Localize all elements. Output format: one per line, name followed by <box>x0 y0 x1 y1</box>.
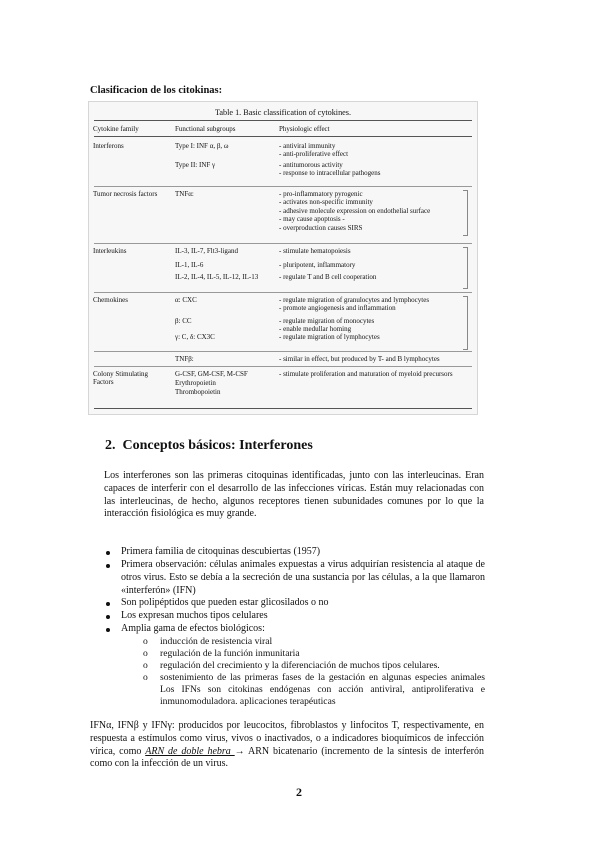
table-effect-cell: - adhesive molecule expression on endothelial surface <box>279 206 431 215</box>
table-effect-cell: - pluripotent, inflammatory <box>279 261 356 269</box>
page-number: 2 <box>296 785 302 799</box>
sub-bullet-marker: o <box>143 648 148 659</box>
sub-bullet-item: sostenimiento de las primeras fases de la gestación en algunas especies animales Los IFNs son citokinas endógenas con acción antiviral, antiproliferativa e inmunomoduladora. aplicaciones terapéuticas <box>160 672 485 708</box>
section-title <box>105 438 313 454</box>
sub-bullet-marker: o <box>143 636 148 647</box>
table-subgroup-cell: IL-3, IL-7, Flt3-ligand <box>175 247 238 255</box>
table-effect-cell: - regulate migration of granulocytes and lymphocytes <box>279 296 430 304</box>
bullet-dot-icon <box>106 564 110 568</box>
table-subgroup-cell: TNFα: <box>175 190 194 198</box>
table-effect-cell: - promote angiogenesis and inflammation <box>279 304 396 313</box>
table-effect-cell: - similar in effect, but produced by T- and B lymphocytes <box>279 355 440 363</box>
table-header-cell: Functional subgroups <box>175 125 236 133</box>
bullet-dot-icon <box>106 602 110 606</box>
table-title: Table 1. Basic classification of cytokines. <box>214 108 352 117</box>
table-effect-cell: - stimulate proliferation and maturation of myeloid precursors <box>279 370 453 378</box>
intro-paragraph: Los interferones son las primeras citoquinas identificadas, junto con las interleucinas. Eran capaces de interferir con el desarrollo de las infecciones víricas. Están muy relacionadas con las interleucinas, de hecho, algunos receptores tienen subunidades comunes por lo que la interacción fisiológica es muy grande. <box>104 470 484 520</box>
table-subgroup-cell: G-CSF, GM-CSF, M-CSF <box>175 370 248 378</box>
table-header-cell: Physiologic effect <box>279 125 330 133</box>
closing-text-2: → ARN bicatenario (incremento de la síntesis de interferón como con la infección de un virus. <box>90 745 485 770</box>
table-subgroup-cell: TNFβ: <box>175 355 194 363</box>
table-group-rule <box>94 243 472 244</box>
section-title-text: Conceptos básicos: Interferones <box>122 438 313 453</box>
table-subgroup-cell: γ: C, δ: CX3C <box>175 333 215 341</box>
table-effect-cell: - antiviral immunity <box>279 142 336 150</box>
table-family-cell: Chemokines <box>93 296 128 304</box>
closing-text-1: IFNα, IFNβ y IFNγ: producidos por leucocitos, fibroblastos y linfocitos T, respectivamente, en respuesta a estímulos como virus, vivos o inactivados, o a indicadores bioquímicos de infección vírica, como <box>90 720 484 757</box>
bullet-item: Amplia gama de efectos biológicos: <box>121 623 265 634</box>
table-subgroup-cell: Type II: INF γ <box>175 161 216 169</box>
page-heading: Clasificacion de los citokinas: <box>90 85 223 96</box>
table-group-rule <box>94 292 472 293</box>
table-bracket <box>463 247 468 289</box>
table-effect-cell: - regulate migration of lymphocytes <box>279 333 380 341</box>
table-effect-cell: - overproduction causes SIRS <box>279 223 363 232</box>
bullet-item: Son polipéptidos que pueden estar glicosilados o no <box>121 597 329 608</box>
table-subgroup-cell: Erythropoietin <box>175 379 216 387</box>
table-effect-cell: - anti-proliferative effect <box>279 150 349 159</box>
sub-bullet-marker: o <box>143 660 148 671</box>
table-bottom-rule <box>94 408 472 409</box>
table-subgroup-cell: β: CC <box>175 317 192 325</box>
table-effect-cell: - activates non-specific immunity <box>279 198 373 207</box>
table-effect-cell: - antitumorous activity <box>279 161 343 169</box>
table-effect-cell: - may cause apoptosis - <box>279 215 345 224</box>
table-header-cell: Cytokine family <box>93 125 139 133</box>
table-effect-cell: - pro-inflammatory pyrogenic <box>279 190 363 198</box>
table-header-rule <box>94 136 472 137</box>
table-effect-cell: - response to intracellular pathogens <box>279 169 381 178</box>
table-bracket <box>463 190 468 236</box>
bullet-item: Primera observación: células animales expuestas a virus adquirían resistencia al ataque de otros virus. Esto se debía a la secreción de una sustancia por las células, a la que llamaron «interferón» (IFN) <box>121 559 485 596</box>
table-family-cell: Interleukins <box>93 247 127 255</box>
table-bracket <box>463 296 468 350</box>
bullet-item: Primera familia de citoquinas descubiertas (1957) <box>121 546 321 557</box>
table-subgroup-cell: Thrombopoietin <box>175 388 221 396</box>
table-subgroup-cell: Type I: INF α, β, ω <box>175 142 229 150</box>
table-top-rule <box>94 120 472 121</box>
table-subgroup-cell: IL-2, IL-4, IL-5, IL-12, IL-13 <box>175 273 259 281</box>
closing-paragraph <box>90 720 484 771</box>
table-subgroup-cell: α: CXC <box>175 296 197 304</box>
bullet-dot-icon <box>106 628 110 632</box>
cytokine-table-image <box>88 101 478 415</box>
bullet-dot-icon <box>106 551 110 555</box>
table-effect-cell: - stimulate hematopoiesis <box>279 247 351 255</box>
table-family-cell: Colony Stimulating <box>93 370 149 378</box>
table-group-rule <box>94 186 472 187</box>
bullet-item: Los expresan muchos tipos celulares <box>121 610 268 621</box>
table-group-rule <box>94 366 472 367</box>
sub-bullet-item: inducción de resistencia viral <box>160 636 273 647</box>
table-subgroup-cell: IL-1, IL-6 <box>175 261 204 269</box>
sub-bullet-item: regulación del crecimiento y la diferenciación de muchos tipos celulares. <box>160 660 440 671</box>
table-effect-cell: - regulate migration of monocytes <box>279 317 375 325</box>
closing-emphasis: ARN de doble hebra <box>145 745 235 757</box>
table-group-rule <box>94 351 472 352</box>
sub-bullet-item: regulación de la función inmunitaria <box>160 648 300 659</box>
bullet-dot-icon <box>106 615 110 619</box>
sub-bullet-marker: o <box>143 672 148 683</box>
table-family-cell: Factors <box>93 378 114 387</box>
table-effect-cell: - enable medullar homing <box>279 325 352 334</box>
section-number: 2. <box>105 438 116 453</box>
table-family-cell: Tumor necrosis factors <box>93 190 158 198</box>
table-effect-cell: - regulate T and B cell cooperation <box>279 273 377 281</box>
table-family-cell: Interferons <box>93 142 124 150</box>
